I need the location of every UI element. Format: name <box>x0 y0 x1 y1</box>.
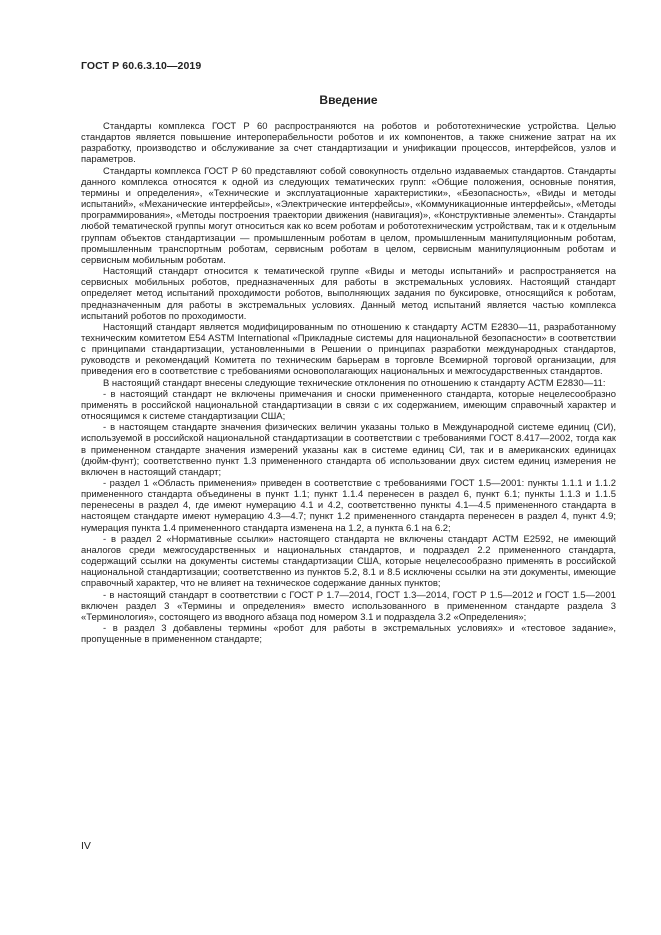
list-item: - в раздел 2 «Нормативные ссылки» настоящего стандарта не включены стандарт АСТМ E2592, не имеющий аналогов среди межгосударственных и национальных стандартов, и подраздел 2.2 примененного стандарта, содержащий ссылки на документы системы стандартизации США, которые нецелесообразно применять в российской национальной стандартизации; соответственно из пунктов 5.2, 8.1 и 8.5 исключены ссылки на эти документы, имеющие справочный характер, что не влияет на техническое содержание данных пунктов; <box>81 533 616 590</box>
list-item: - в настоящий стандарт в соответствии с ГОСТ Р 1.7—2014, ГОСТ 1.3—2014, ГОСТ Р 1.5—2012 и ГОСТ 1.5—2001 включен раздел 3 «Термины и определения» вместо использованного в примененном стандарте раздела 3 «Терминология», состоящего из вводного абзаца под номером 3.1 и подраздела 3.2 «Определения»; <box>81 589 616 623</box>
page-number: IV <box>81 840 91 852</box>
list-item: - в раздел 3 добавлены термины «робот для работы в экстремальных условиях» и «тестовое задание», пропущенные в примененном стандарте; <box>81 623 616 646</box>
paragraph: В настоящий стандарт внесены следующие технические отклонения по отношению к стандарту АСТМ E2830—11: <box>103 377 606 389</box>
paragraph: Стандарты комплекса ГОСТ Р 60 распространяются на роботов и робототехнические устройства. Целью стандартов является повышение интероперабельности роботов и их компонентов, а также снижение затрат на их разработку, производство и обслуживание за счет стандартизации и унификации процессов, интерфейсов, узлов и параметров. <box>81 121 616 166</box>
section-title: Введение <box>319 93 378 107</box>
body-text <box>81 121 616 645</box>
standard-header: ГОСТ Р 60.6.3.10—2019 <box>81 60 202 72</box>
paragraph: Стандарты комплекса ГОСТ Р 60 представляют собой совокупность отдельно издаваемых стандартов. Стандарты данного комплекса относятся к одной из следующих тематических групп: «Общие положения, основные понятия, термины и определения», «Технические и эксплуатационные характеристики», «Безопасность», «Виды и методы испытаний», «Механические интерфейсы», «Электрические интерфейсы», «Коммуникационные интерфейсы», «Методы программирования», «Методы построения траектории движения (навигация)», «Конструктивные элементы». Стандарты любой тематической группы могут относиться как ко всем роботам и робототехническим устройствам, так и к отдельным группам объектов стандартизации — промышленным роботам в целом, промышленным манипуляционным роботам, промышленным транспортным роботам, сервисным роботам в целом, сервисным манипуляционным роботам и сервисным мобильным роботам. <box>81 165 616 266</box>
list-item: - раздел 1 «Область применения» приведен в соответствие с требованиями ГОСТ 1.5—2001: пункты 1.1.1 и 1.1.2 примененного стандарта объединены в пункт 1.1; пункт 1.1.4 перенесен в раздел 6, пункт 6.1; пункты 1.1.3 и 1.1.5 перенесены в раздел 4, где имеют нумерацию 4.1 и 4.2, соответственно пункты 4.1—4.5 примененного стандарта в настоящем стандарте имеют нумерацию 4.3—4.7; пункт 1.2 примененного стандарта перенесен в раздел 4, пункт 4.9; нумерация пункта 1.4 примененного стандарта изменена на 1.2, а пункта 6.1 на 6.2; <box>81 478 616 534</box>
list-item: - в настоящем стандарте значения физических величин указаны только в Международной системе единиц (СИ), используемой в российской национальной стандартизации в соответствии с требованиями ГОСТ 8.417—2002, тогда как в примененном стандарте значения измерений указаны как в системе единиц СИ, так и в американских единицах (дюйм-фунт); соответственно пункт 1.3 примененного стандарта об использовании двух систем единиц измерения не включен в настоящий стандарт; <box>81 422 616 478</box>
list-item: - в настоящий стандарт не включены примечания и сноски примененного стандарта, которые нецелесообразно применять в российской национальной стандартизации в связи с их содержанием, имеющим справочный характер и относящимся к системе стандартизации США; <box>81 388 616 423</box>
paragraph: Настоящий стандарт относится к тематической группе «Виды и методы испытаний» и распространяется на сервисных мобильных роботов, предназначенных для работы в экстремальных условиях. Настоящий стандарт определяет метод испытаний проходимости роботов, выполняющих задания по буксировке, относящийся к роботам, предназначенным для работы в экстремальных условиях. Данный метод испытаний является частью комплекса испытаний роботов по проходимости. <box>81 266 616 322</box>
paragraph: Настоящий стандарт является модифицированным по отношению к стандарту АСТМ E2830—11, разработанному техническим комитетом E54 ASTM International «Прикладные системы для национальной безопасности» в соответствии с принципами стандартизации, установленными в Решении о принципах разработки международных стандартов, руководств и рекомендаций Комитета по техническим барьерам в торговле Всемирной торговой организации, для приведения его в соответствие с требованиями основополагающих национальных и межгосударственных стандартов. <box>81 321 616 378</box>
